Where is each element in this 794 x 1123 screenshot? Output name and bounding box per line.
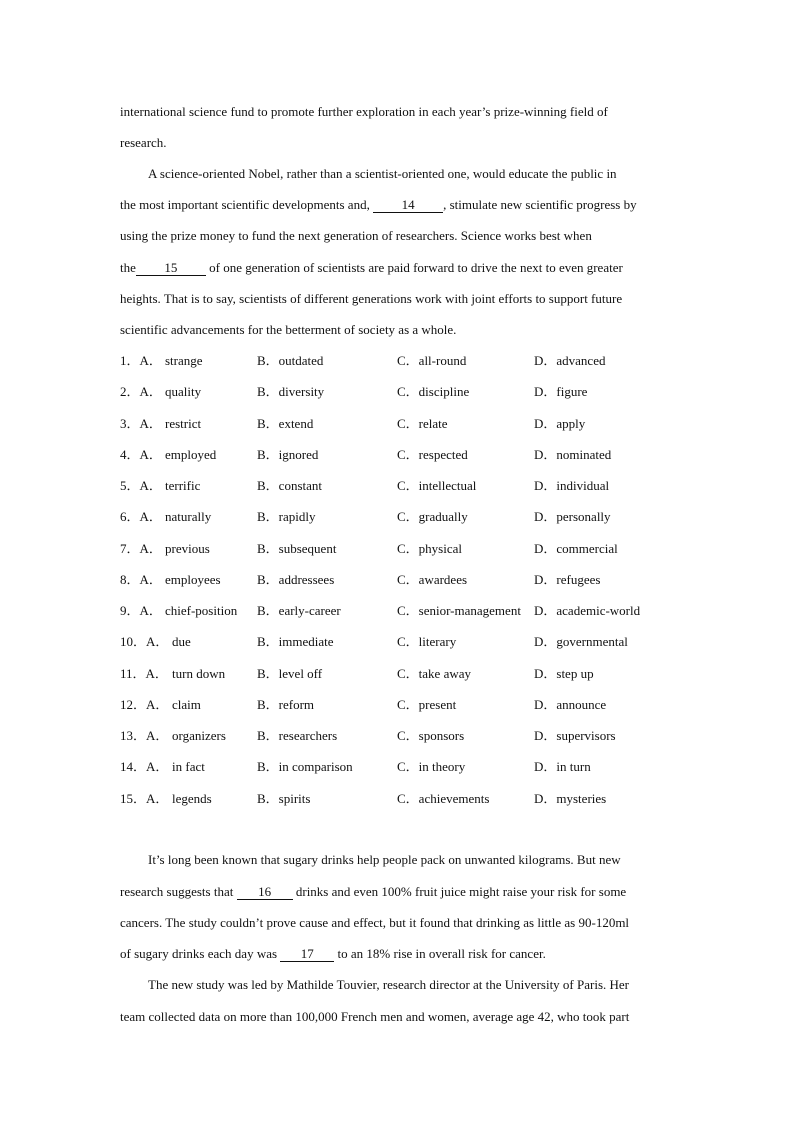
question-number: 3．A． [120,416,162,431]
passage2-line [120,884,626,900]
option-b: B．outdated [257,353,324,368]
text-run: drinks and even 100% fruit juice might raise your risk for some [292,884,627,899]
text-run: research suggests that [120,884,237,899]
question-number: 11．A． [120,666,168,681]
option-d: D．supervisors [534,728,616,743]
option-b: B．immediate [257,634,334,649]
option-c: C．literary [397,634,457,649]
option-c: C．senior-management [397,603,521,618]
option-b: B．ignored [257,447,319,462]
option-a: previous [165,541,210,556]
option-a: employed [165,447,217,462]
passage1-line: research. [120,135,167,150]
text-run: , stimulate new scientific progress by [443,197,637,212]
question-number: 8．A． [120,572,162,587]
option-d: D．apply [534,416,586,431]
question-number: 14．A． [120,759,169,774]
option-b: B．early-career [257,603,341,618]
question-number: 5．A． [120,478,162,493]
question-number: 1．A． [120,353,162,368]
blank-15: 15 [136,261,206,276]
option-d: D．academic-world [534,603,641,618]
option-c: C．all-round [397,353,467,368]
option-d: D．individual [534,478,610,493]
text-run: the most important scientific developments and, [120,197,374,212]
question-number: 13．A． [120,728,169,743]
option-c: C．intellectual [397,478,477,493]
option-c: C．take away [397,666,472,681]
option-b: B．diversity [257,384,325,399]
option-c: C．awardees [397,572,468,587]
option-d: D．figure [534,384,588,399]
option-a: legends [172,791,212,806]
option-a: turn down [172,666,226,681]
option-b: B．reform [257,697,315,712]
option-b: B．extend [257,416,314,431]
passage1-line [120,260,623,276]
option-c: C．relate [397,416,448,431]
passage1-line: scientific advancements for the betterment of society as a whole. [120,322,457,337]
question-number: 12．A． [120,697,169,712]
passage1-line: A science-oriented Nobel, rather than a scientist-oriented one, would educate the public in [148,166,617,181]
question-number: 7．A． [120,541,162,556]
option-d: D．step up [534,666,594,681]
option-c: C．respected [397,447,468,462]
option-a: restrict [165,416,202,431]
option-b: B．in comparison [257,759,353,774]
option-b: B．constant [257,478,322,493]
option-c: C．discipline [397,384,470,399]
question-number: 4．A． [120,447,162,462]
option-c: C．achievements [397,791,490,806]
option-c: C．physical [397,541,462,556]
text-run: of sugary drinks each day was [120,946,281,961]
option-a: due [172,634,191,649]
passage1-line: using the prize money to fund the next generation of researchers. Science works best when [120,228,592,243]
option-a: naturally [165,509,212,524]
option-d: D．commercial [534,541,618,556]
option-c: C．present [397,697,457,712]
question-number: 10．A． [120,634,169,649]
option-c: C．gradually [397,509,468,524]
passage2-line: The new study was led by Mathilde Touvier, research director at the University of Paris. Her [148,977,629,992]
text-run: the [120,260,136,275]
blank-17: 17 [280,947,334,962]
question-number: 9．A． [120,603,162,618]
option-a: employees [165,572,221,587]
option-b: B．researchers [257,728,338,743]
option-a: in fact [172,759,205,774]
option-b: B．spirits [257,791,311,806]
passage2-line: team collected data on more than 100,000 French men and women, average age 42, who took part [120,1009,630,1024]
option-a: strange [165,353,203,368]
option-c: C．in theory [397,759,466,774]
question-number: 2．A． [120,384,162,399]
option-b: B．subsequent [257,541,337,556]
text-run: to an 18% rise in overall risk for cancer. [334,946,546,961]
option-b: B．rapidly [257,509,316,524]
option-d: D．personally [534,509,611,524]
passage1-line: heights. That is to say, scientists of different generations work with joint efforts to support future [120,291,623,306]
option-c: C．sponsors [397,728,465,743]
option-d: D．governmental [534,634,628,649]
passage1-line [120,197,637,213]
option-a: chief-position [165,603,238,618]
option-d: D．announce [534,697,607,712]
question-number: 6．A． [120,509,162,524]
option-a: terrific [165,478,201,493]
option-d: D．mysteries [534,791,607,806]
option-a: quality [165,384,202,399]
option-d: D．nominated [534,447,612,462]
option-b: B．level off [257,666,323,681]
option-d: D．in turn [534,759,591,774]
option-d: D．refugees [534,572,601,587]
passage2-line: cancers. The study couldn’t prove cause and effect, but it found that drinking as little as 90-120ml [120,915,630,930]
blank-14: 14 [373,198,443,213]
passage1-line: international science fund to promote further exploration in each year’s prize-winning field of [120,104,608,119]
question-number: 15．A． [120,791,169,806]
option-a: organizers [172,728,226,743]
option-d: D．advanced [534,353,606,368]
text-run: of one generation of scientists are paid forward to drive the next to even greater [205,260,623,275]
passage2-line: It’s long been known that sugary drinks help people pack on unwanted kilograms. But new [148,852,621,867]
option-b: B．addressees [257,572,335,587]
blank-16: 16 [237,885,293,900]
option-a: claim [172,697,201,712]
passage2-line [120,946,546,962]
